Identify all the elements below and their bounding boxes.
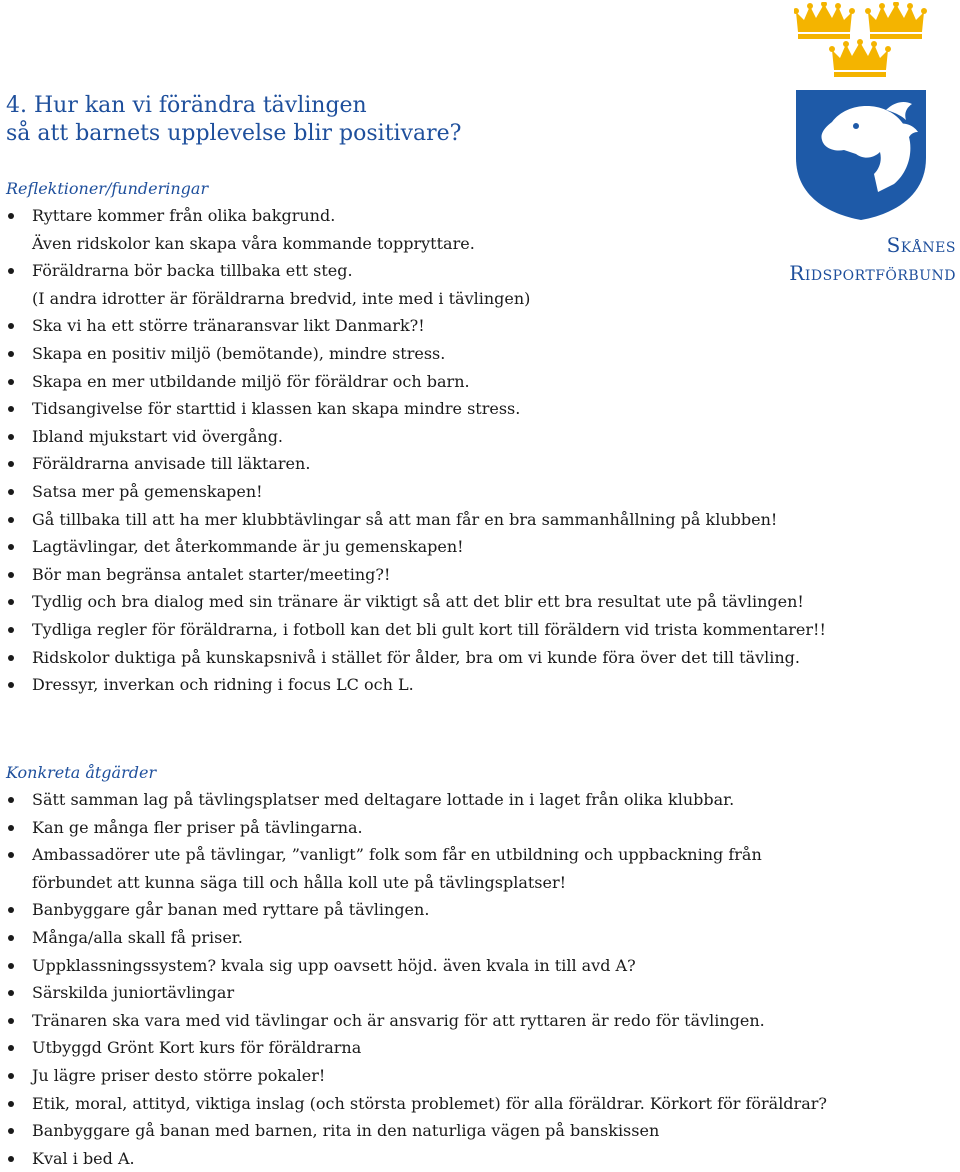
actions-list [6, 786, 827, 1172]
list-item: Kan ge många fler priser på tävlingarna. [6, 814, 827, 842]
list-item: Gå tillbaka till att ha mer klubbtävlingar så att man får en bra sammanhållning på klubben! [6, 506, 826, 534]
list-item: Bör man begränsa antalet starter/meeting?! [6, 561, 826, 589]
list-item: Ridskolor duktiga på kunskapsnivå i stället för ålder, bra om vi kunde föra över det till tävling. [6, 644, 826, 672]
list-item: Ambassadörer ute på tävlingar, ”vanligt” folk som får en utbildning och uppbackning från [6, 841, 827, 869]
list-item: Sätt samman lag på tävlingsplatser med deltagare lottade in i laget från olika klubbar. [6, 786, 827, 814]
section-title-actions: Konkreta åtgärder [6, 763, 157, 782]
list-item: Tydliga regler för föräldrarna, i fotboll kan det bli gult kort till föräldern vid trista kommentarer!! [6, 616, 826, 644]
list-item: Dressyr, inverkan och ridning i focus LC och L. [6, 671, 826, 699]
list-item: Tränaren ska vara med vid tävlingar och är ansvarig för att ryttaren är redo för tävlingen. [6, 1007, 827, 1035]
three-crowns-icon [794, 2, 928, 80]
list-item: Etik, moral, attityd, viktiga inslag (och största problemet) för alla föräldrar. Körkort för föräldrar? [6, 1090, 827, 1118]
list-item: förbundet att kunna säga till och hålla koll ute på tävlingsplatser! [32, 872, 567, 892]
list-item: Även ridskolor kan skapa våra kommande toppryttare. [32, 233, 475, 253]
heading-line-2: så att barnets upplevelse blir positivare? [6, 121, 462, 146]
list-item: (I andra idrotter är föräldrarna bredvid, inte med i tävlingen) [32, 288, 531, 308]
list-item: Utbyggd Grönt Kort kurs för föräldrarna [6, 1034, 827, 1062]
list-item: Ryttare kommer från olika bakgrund. [6, 202, 826, 230]
logo-line-1-text: Skånes [886, 233, 956, 257]
list-item: Tidsangivelse för starttid i klassen kan skapa mindre stress. [6, 395, 826, 423]
list-item: Föräldrarna bör backa tillbaka ett steg. [6, 257, 826, 285]
list-item: Ju lägre priser desto större pokaler! [6, 1062, 827, 1090]
list-item: Lagtävlingar, det återkommande är ju gemenskapen! [6, 533, 826, 561]
reflections-list [6, 202, 826, 699]
list-item: Föräldrarna anvisade till läktaren. [6, 450, 826, 478]
list-item: Skapa en mer utbildande miljö för föräldrar och barn. [6, 368, 826, 396]
list-item: Ska vi ha ett större tränaransvar likt Danmark?! [6, 312, 826, 340]
list-item: Tydlig och bra dialog med sin tränare är viktigt så att det blir ett bra resultat ute på tävlingen! [6, 588, 826, 616]
list-item: Ibland mjukstart vid övergång. [6, 423, 826, 451]
list-item: Uppklassningssystem? kvala sig upp oavsett höjd. även kvala in till avd A? [6, 952, 827, 980]
list-item: Banbyggare går banan med ryttare på tävlingen. [6, 896, 827, 924]
section-title-reflections: Reflektioner/funderingar [6, 179, 209, 198]
heading-line-1: 4. Hur kan vi förändra tävlingen [6, 93, 367, 118]
logo-line-2-text: Ridsportförbund [789, 261, 956, 285]
list-item: Kval i bed A. [6, 1145, 827, 1172]
list-item: Många/alla skall få priser. [6, 924, 827, 952]
list-item: Skapa en positiv miljö (bemötande), mindre stress. [6, 340, 826, 368]
page-heading [6, 92, 461, 148]
list-item: Banbyggare gå banan med barnen, rita in den naturliga vägen på banskissen [6, 1117, 827, 1145]
list-item: Satsa mer på gemenskapen! [6, 478, 826, 506]
list-item: Särskilda juniortävlingar [6, 979, 827, 1007]
